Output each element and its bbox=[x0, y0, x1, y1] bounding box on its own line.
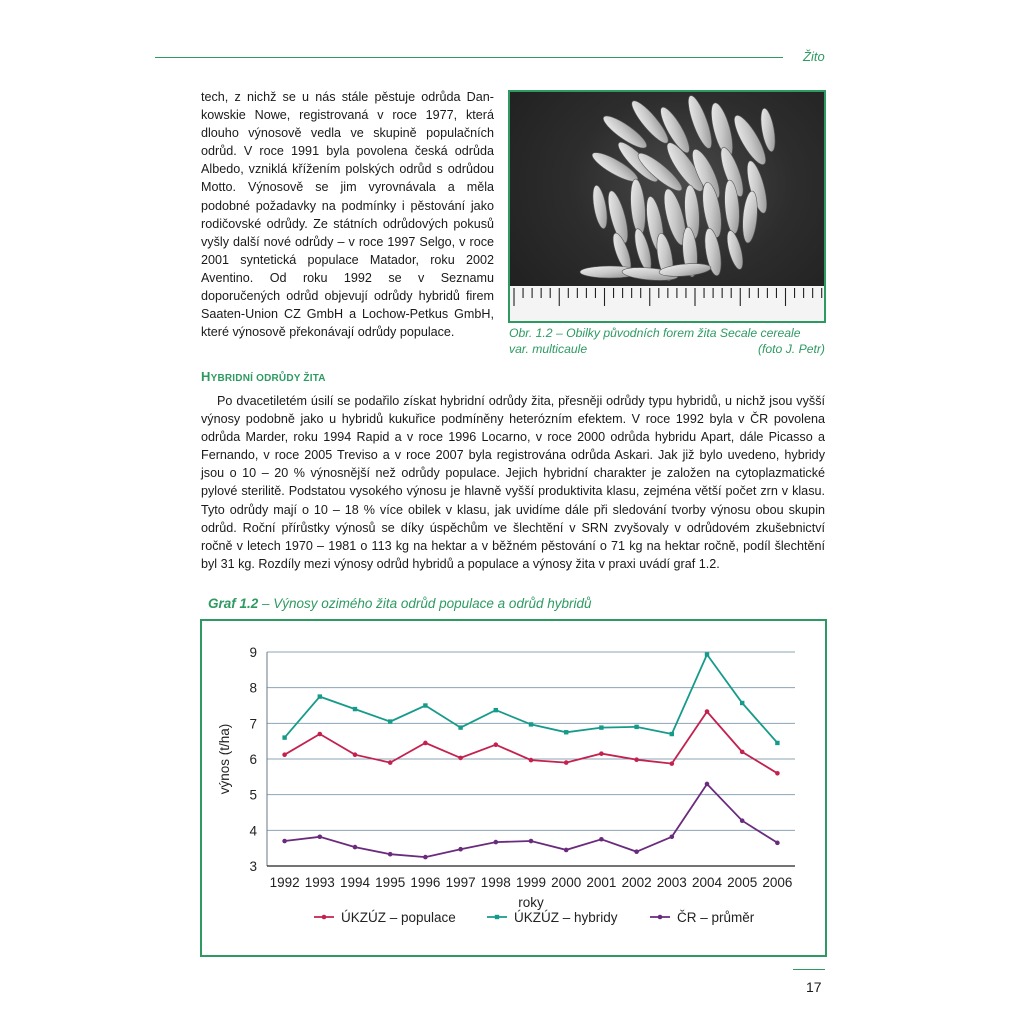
x-tick-label: 2002 bbox=[621, 875, 652, 890]
data-point bbox=[634, 725, 638, 729]
data-point bbox=[599, 751, 604, 756]
data-point bbox=[740, 701, 744, 705]
data-point bbox=[740, 818, 745, 823]
chart-caption-title: – Výnosy ozimého žita odrůd populace a odrůd hybridů bbox=[258, 596, 592, 611]
data-point bbox=[423, 855, 428, 860]
y-tick-label: 4 bbox=[249, 823, 257, 839]
series-line-1 bbox=[285, 712, 778, 774]
data-point bbox=[599, 837, 604, 842]
data-point bbox=[775, 841, 780, 846]
legend-swatch-marker bbox=[322, 915, 327, 920]
data-point bbox=[599, 725, 603, 729]
grain-shape bbox=[741, 190, 759, 243]
x-tick-label: 1993 bbox=[304, 875, 335, 890]
caption-line-1: Obr. 1.2 – Obilky původních forem žita Secale cereale bbox=[509, 326, 801, 340]
data-point bbox=[282, 839, 287, 844]
data-point bbox=[670, 834, 675, 839]
data-point bbox=[529, 839, 534, 844]
legend-label: ČR – průměr bbox=[677, 910, 755, 925]
data-point bbox=[705, 652, 709, 656]
y-tick-label: 3 bbox=[249, 859, 257, 874]
data-point bbox=[353, 707, 357, 711]
yield-line-chart bbox=[202, 621, 825, 955]
series-line-2 bbox=[285, 655, 778, 743]
chart-container bbox=[200, 619, 827, 957]
legend-swatch-marker bbox=[495, 915, 499, 919]
section-heading-rest: YBRIDNÍ ODRŮDY ŽITA bbox=[210, 373, 326, 384]
data-point bbox=[282, 752, 287, 757]
data-point bbox=[494, 840, 499, 845]
x-tick-label: 1999 bbox=[515, 875, 547, 890]
legend-label: ÚKZÚZ – hybridy bbox=[514, 910, 618, 925]
data-point bbox=[353, 752, 358, 757]
caption-credit: (foto J. Petr) bbox=[757, 342, 825, 356]
data-point bbox=[458, 725, 462, 729]
x-tick-label: 2000 bbox=[551, 875, 582, 890]
data-point bbox=[775, 771, 780, 776]
body-paragraph: Po dvacetiletém úsilí se podařilo získat hybridní odrůdy žita, přesněji odrůdy typu hybridů, u nichž jsou vyšší výnosy podobně jako u hybridů kukuřice podmíněny heterózním efektem. V roce 1992 byla v ČR povolena odrůda Marder, roku 1994 Rapid a v roce 1996 Locarno, v roce 2000 odrůda hybridu Apart, dále Picasso a Fernando, v roce 2005 Treviso a v roce 2007 byla registrována odrůda Askari. Jak již bylo uvedeno, hybridy jsou o 10 – 20 % výnosnější než odrůdy populace. Jejich hybridní charakter je založen na cytoplazmatické pylové sterilitě. Podstatou vysokého výnosu je hlavně vyšší produktivita klasu, zejména větší počet zrn v klasu. Tyto odrůdy mají o 10 – 18 % více obilek v klasu, jak uvidíme dále při sledování tvorby výnosu obou skupin odrůd. Roční přírůstky výnosů se díky úspěchům ve šlechtění v SRN zvyšovaly v odrůdovém zkušebnictví ročně v letech 1970 – 1981 o 113 kg na hektar a v běžném pěstování o 71 kg na hektar ročně, podíl šlechtění byl 31 kg. Rozdíly mezi výnosy odrůd hybridů a populace a výnosy žita v praxi uvádí graf 1.2. bbox=[201, 394, 825, 571]
x-tick-label: 1996 bbox=[410, 875, 441, 890]
y-tick-label: 6 bbox=[249, 752, 257, 767]
x-tick-label: 2004 bbox=[691, 875, 723, 890]
rye-grains-photo bbox=[508, 90, 826, 323]
data-point bbox=[705, 782, 710, 787]
data-point bbox=[318, 694, 322, 698]
x-tick-label: 1995 bbox=[375, 875, 406, 890]
y-tick-label: 7 bbox=[249, 716, 257, 732]
data-point bbox=[458, 847, 463, 852]
caption-variety: var. multicaule bbox=[509, 342, 588, 356]
data-point bbox=[670, 761, 675, 766]
data-point bbox=[353, 845, 358, 850]
caption-line-2 bbox=[509, 341, 825, 357]
grain-shape bbox=[629, 178, 648, 235]
body-column bbox=[201, 392, 825, 573]
grain-shape bbox=[684, 93, 716, 150]
data-point bbox=[634, 757, 639, 762]
x-tick-label: 1992 bbox=[269, 875, 300, 890]
section-heading-initial: H bbox=[201, 369, 211, 384]
y-axis-label: výnos (t/ha) bbox=[217, 723, 232, 795]
y-tick-label: 5 bbox=[249, 787, 257, 803]
page-number: 17 bbox=[806, 979, 822, 995]
intro-column bbox=[201, 88, 494, 341]
data-point bbox=[423, 703, 427, 707]
data-point bbox=[282, 735, 286, 739]
data-point bbox=[388, 719, 392, 723]
data-point bbox=[388, 760, 393, 765]
photo-caption bbox=[509, 325, 825, 357]
x-tick-label: 2006 bbox=[762, 875, 793, 890]
x-tick-label: 1997 bbox=[445, 875, 476, 890]
y-tick-label: 8 bbox=[249, 680, 257, 696]
data-point bbox=[775, 741, 779, 745]
grain-shape bbox=[590, 184, 609, 229]
photo-illustration bbox=[510, 92, 824, 321]
intro-paragraph: tech, z nichž se u nás stále pěstuje odrůda Dankowskie Nowe, registrovaná v roce 1977, která dlouho výnosově vedla ve skupině populačních odrůd. V roce 1991 byla povolena česká odrůda Albedo, vzniklá křížením polských odrůd s odrůdou Motto. Výnosově se jim vyrovnávala a měla podobné požadavky na podmínky i pěstování jako rodičovské odrůdy. Ze státních odrůdových pokusů vyšly další nové odrůdy – v roce 1997 Selgo, v roce 2001 syntetická populace Matador, roku 2002 Aventino. Od roku 1992 se v Seznamu doporučených odrůd objevují odrůdy hybridů firem Saaten-Union CZ GmbH a Lochow-Petkus GmbH, které výnosově překonávají odrůdy populace. bbox=[201, 90, 494, 340]
data-point bbox=[564, 848, 569, 853]
x-tick-label: 1998 bbox=[480, 875, 511, 890]
data-point bbox=[388, 852, 393, 857]
legend-label: ÚKZÚZ – populace bbox=[341, 910, 456, 925]
chart-caption bbox=[208, 596, 592, 611]
x-axis-label: roky bbox=[518, 895, 544, 910]
data-point bbox=[458, 756, 463, 761]
data-point bbox=[318, 834, 323, 839]
x-tick-label: 2003 bbox=[656, 875, 687, 890]
data-point bbox=[494, 708, 498, 712]
x-tick-label: 1994 bbox=[339, 875, 371, 890]
grain-shape bbox=[724, 229, 746, 271]
x-tick-label: 2005 bbox=[727, 875, 758, 890]
legend-swatch-marker bbox=[658, 915, 663, 920]
data-point bbox=[423, 741, 428, 746]
data-point bbox=[705, 709, 710, 714]
data-point bbox=[318, 732, 323, 737]
y-tick-label: 9 bbox=[249, 645, 257, 660]
header-rule bbox=[155, 57, 783, 58]
data-point bbox=[529, 758, 534, 763]
footer-rule bbox=[793, 969, 825, 970]
data-point bbox=[634, 849, 639, 854]
data-point bbox=[564, 730, 568, 734]
data-point bbox=[740, 750, 745, 755]
data-point bbox=[529, 722, 533, 726]
data-point bbox=[494, 742, 499, 747]
x-tick-label: 2001 bbox=[586, 875, 617, 890]
data-point bbox=[670, 732, 674, 736]
chart-caption-label: Graf 1.2 bbox=[208, 596, 259, 611]
data-point bbox=[564, 760, 569, 765]
chapter-title: Žito bbox=[803, 49, 825, 64]
section-heading bbox=[201, 369, 326, 384]
